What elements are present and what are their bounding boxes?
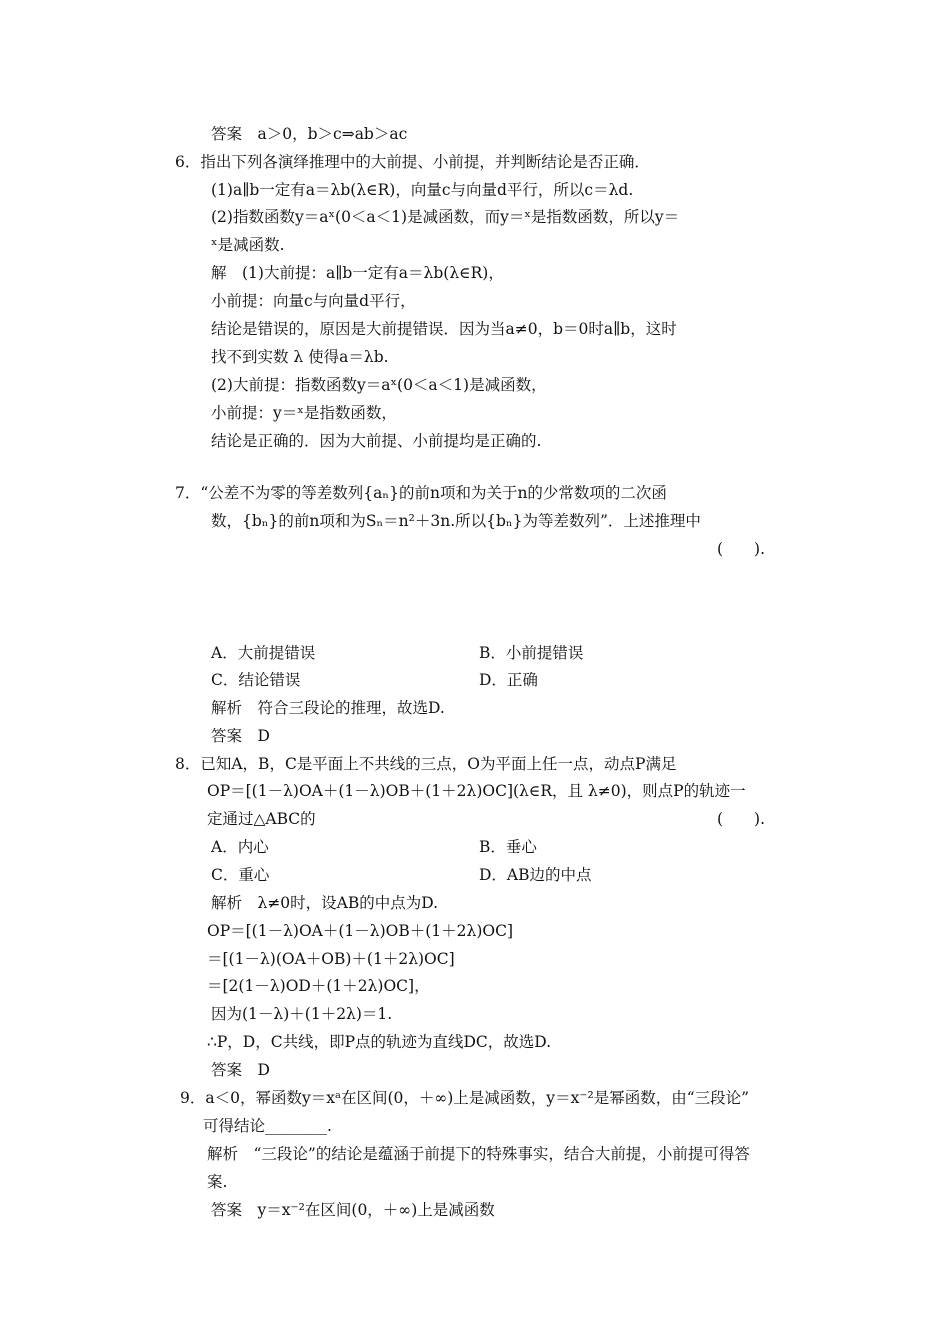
question-7-option-c: C．结论错误 [211,671,301,689]
question-7-answer-blank: ( ). [717,540,766,558]
question-6-stem: 6．指出下列各演绎推理中的大前提、小前提，并判断结论是否正确． [175,153,650,171]
solution-6-line-6: 小前提：y＝ˣ是指数函数， [211,404,397,422]
question-7-stem-1: 7．“公差不为零的等差数列{aₙ}的前n项和为关于n的少常数项的二次函 [175,484,667,502]
answer-7: 答案 D [211,727,270,745]
analysis-8-line-3: ＝[(1－λ)(OA＋OB)＋(1＋2λ)OC] [207,950,455,968]
analysis-8-line-2: OP＝[(1－λ)OA＋(1－λ)OB＋(1＋2λ)OC] [207,922,513,940]
answer-q5: 答案 a＞0，b＞c⇒ab＞ac [211,125,408,143]
question-8-option-d: D．AB边的中点 [479,866,592,884]
question-9-stem-2: 可得结论________. [203,1117,332,1135]
analysis-8-line-4: ＝[2(1－λ)OD＋(1＋2λ)OC]， [207,977,430,995]
question-8-option-c: C．重心 [211,866,270,884]
question-6-part-1: (1)a∥b一定有a＝λb(λ∈R)，向量c与向量d平行，所以c＝λd. [211,181,634,199]
answer-8: 答案 D [211,1061,270,1079]
question-7-option-b: B．小前提错误 [479,644,584,662]
solution-6-line-1: 解 (1)大前提：a∥b一定有a＝λb(λ∈R)， [211,264,504,282]
analysis-8-line-6: ∴P，D，C共线，即P点的轨迹为直线DC，故选D. [207,1033,552,1051]
solution-6-line-7: 结论是正确的．因为大前提、小前提均是正确的. [211,432,542,450]
question-7-option-d: D．正确 [479,671,538,689]
question-7-stem-2: 数，{bₙ}的前n项和为Sₙ＝n²＋3n.所以{bₙ}为等差数列”．上述推理中 [211,512,701,530]
analysis-8-line-1: 解析 λ≠0时，设AB的中点为D. [211,894,439,912]
question-6-part-2-cont: ˣ是减函数. [211,236,285,254]
solution-6-line-2: 小前提：向量c与向量d平行， [211,292,416,310]
question-9-stem-1: 9．a＜0，幂函数y＝xᵃ在区间(0，＋∞)上是减函数，y＝x⁻²是幂函数，由“三段论” [180,1089,750,1107]
analysis-8-line-5: 因为(1－λ)＋(1＋2λ)＝1. [211,1005,393,1023]
analysis-7: 解析 符合三段论的推理，故选D. [211,699,445,717]
answer-9: 答案 y＝x⁻²在区间(0，＋∞)上是减函数 [211,1201,495,1219]
question-8-option-a: A．内心 [211,838,269,856]
question-6-part-2: (2)指数函数y＝aˣ(0＜a＜1)是减函数，而y＝ˣ是指数函数，所以y＝ [211,208,680,226]
question-8-stem-3: 定通过△ABC的 [207,810,316,828]
question-8-stem-1: 8．已知A，B，C是平面上不共线的三点，O为平面上任一点，动点P满足 [175,755,677,773]
analysis-9-line-1: 解析 “三段论”的结论是蕴涵于前提下的特殊事实，结合大前提，小前提可得答 [207,1145,750,1163]
solution-6-line-4: 找不到实数 λ 使得a＝λb. [211,348,389,366]
analysis-9-line-2: 案. [207,1173,228,1191]
solution-6-line-3: 结论是错误的，原因是大前提错误．因为当a≠0，b＝0时a∥b，这时 [211,320,677,338]
solution-6-line-5: (2)大前提：指数函数y＝aˣ(0＜a＜1)是减函数， [211,376,547,394]
question-7-option-a: A．大前提错误 [211,644,316,662]
question-8-answer-blank: ( ). [717,810,766,828]
question-8-stem-2: OP＝[(1－λ)OA＋(1－λ)OB＋(1＋2λ)OC](λ∈R，且 λ≠0)，则点P的轨迹一 [207,782,746,800]
question-8-option-b: B．垂心 [479,838,537,856]
